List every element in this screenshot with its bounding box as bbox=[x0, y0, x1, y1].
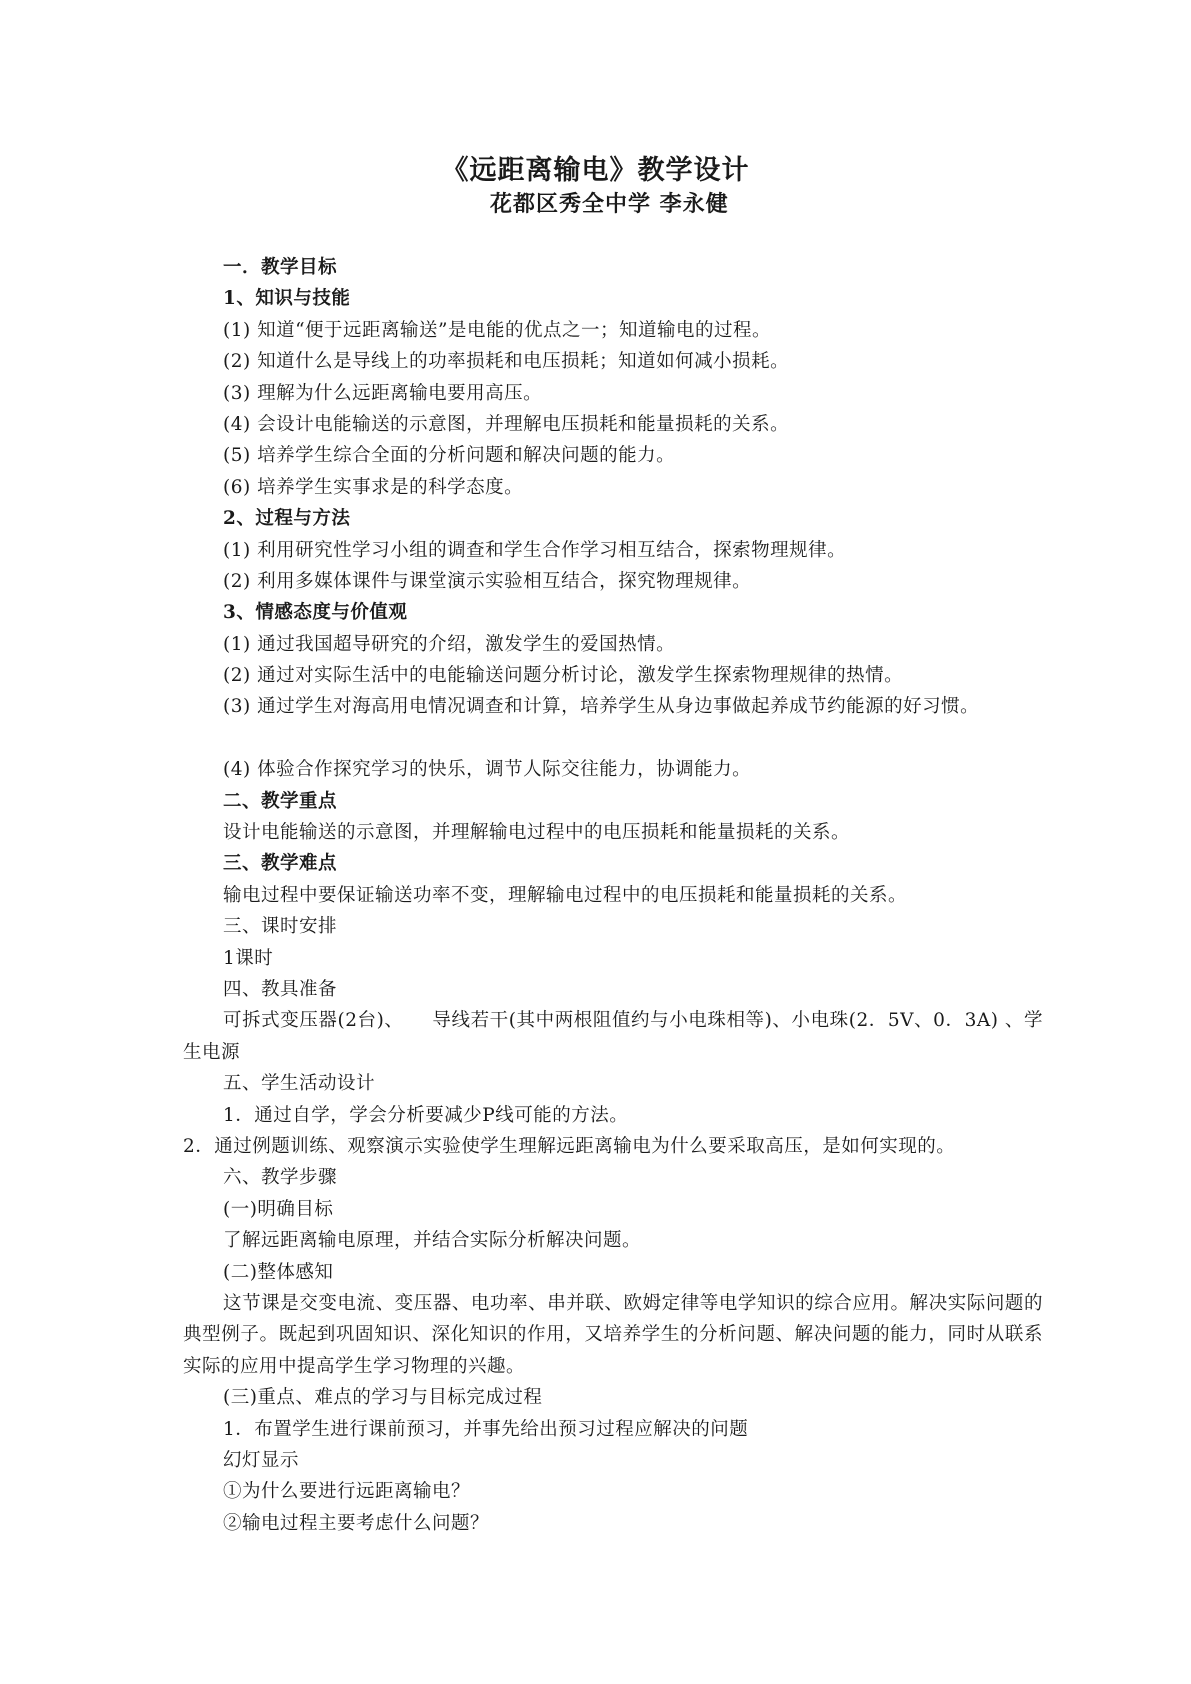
document-title: 《远距离输电》教学设计 bbox=[441, 155, 750, 186]
section-heading-objectives: 一．教学目标 bbox=[223, 257, 338, 278]
paragraph: 了解远距离输电原理，并结合实际分析解决问题。 bbox=[223, 1230, 642, 1252]
paragraph: 1课时 bbox=[223, 947, 274, 969]
list-item: ②输电过程主要考虑什么问题？ bbox=[223, 1512, 490, 1534]
list-item: (3) 通过学生对海高用电情况调查和计算，培养学生从身边事做起养成节约能源的好习惯。 bbox=[223, 696, 980, 718]
list-item: (2) 知道什么是导线上的功率损耗和电压损耗；知道如何减小损耗。 bbox=[223, 351, 790, 373]
paragraph: 设计电能输送的示意图，并理解输电过程中的电压损耗和能量损耗的关系。 bbox=[223, 822, 851, 844]
paragraph: 这节课是交变电流、变压器、电功率、串并联、欧姆定律等电学知识的综合应用。解决实际问题的典型例子。既起到巩固知识、深化知识的作用，又培养学生的分析问题、解决问题的能力，同时从联系实际的应用中提高学生学习物理的兴趣。 bbox=[183, 1292, 1043, 1377]
list-item: (1) 利用研究性学习小组的调查和学生合作学习相互结合，探索物理规律。 bbox=[223, 539, 847, 561]
section-heading-activities: 五、学生活动设计 bbox=[223, 1073, 376, 1095]
paragraph: 幻灯显示 bbox=[223, 1449, 300, 1471]
list-item: (1) 通过我国超导研究的介绍，激发学生的爱国热情。 bbox=[223, 633, 676, 655]
list-item: 1．通过自学，学会分析要减少P线可能的方法。 bbox=[223, 1104, 629, 1126]
list-item: (1) 知道“便于远距离输送”是电能的优点之一；知道输电的过程。 bbox=[223, 319, 772, 341]
section-heading-equipment: 四、教具准备 bbox=[223, 979, 338, 1000]
list-item: (4) 体验合作探究学习的快乐，调节人际交往能力，协调能力。 bbox=[223, 759, 752, 781]
list-item: (2) 通过对实际生活中的电能输送问题分析讨论，激发学生探索物理规律的热情。 bbox=[223, 665, 904, 687]
subsection-heading-knowledge: 1、知识与技能 bbox=[223, 288, 351, 310]
document-body bbox=[183, 252, 1043, 1539]
author-line: 花都区秀全中学 李永健 bbox=[490, 191, 729, 217]
subsection-heading-process-steps: (三)重点、难点的学习与目标完成过程 bbox=[223, 1387, 543, 1409]
section-heading-steps: 六、教学步骤 bbox=[223, 1167, 338, 1189]
section-heading-schedule: 三、课时安排 bbox=[223, 916, 338, 938]
list-item: ①为什么要进行远距离输电？ bbox=[223, 1481, 471, 1503]
list-item: (2) 利用多媒体课件与课堂演示实验相互结合，探究物理规律。 bbox=[223, 570, 752, 592]
list-item: 2．通过例题训练、观察演示实验使学生理解远距离输电为什么要采取高压，是如何实现的。 bbox=[183, 1135, 956, 1157]
list-item: (3) 理解为什么远距离输电要用高压。 bbox=[223, 382, 543, 404]
section-heading-key-points: 二、教学重点 bbox=[223, 790, 338, 812]
paragraph: 1．布置学生进行课前预习，并事先给出预习过程应解决的问题 bbox=[223, 1418, 749, 1440]
list-item: (4) 会设计电能输送的示意图，并理解电压损耗和能量损耗的关系。 bbox=[223, 413, 790, 435]
subsection-heading-goal: (一)明确目标 bbox=[223, 1198, 334, 1220]
subsection-heading-attitude: 3、情感态度与价值观 bbox=[223, 602, 408, 624]
section-heading-difficulties: 三、教学难点 bbox=[223, 853, 338, 875]
subsection-heading-overview: (二)整体感知 bbox=[223, 1261, 334, 1283]
subsection-heading-process: 2、过程与方法 bbox=[223, 508, 351, 530]
paragraph: 可拆式变压器(2台)、 导线若干(其中两根阻值约与小电珠相等)、小电珠(2．5V、0．3A) 、学生电源 bbox=[183, 1010, 1043, 1063]
list-item: (5) 培养学生综合全面的分析问题和解决问题的能力。 bbox=[223, 445, 676, 467]
paragraph: 输电过程中要保证输送功率不变，理解输电过程中的电压损耗和能量损耗的关系。 bbox=[223, 884, 908, 906]
list-item: (6) 培养学生实事求是的科学态度。 bbox=[223, 476, 524, 498]
